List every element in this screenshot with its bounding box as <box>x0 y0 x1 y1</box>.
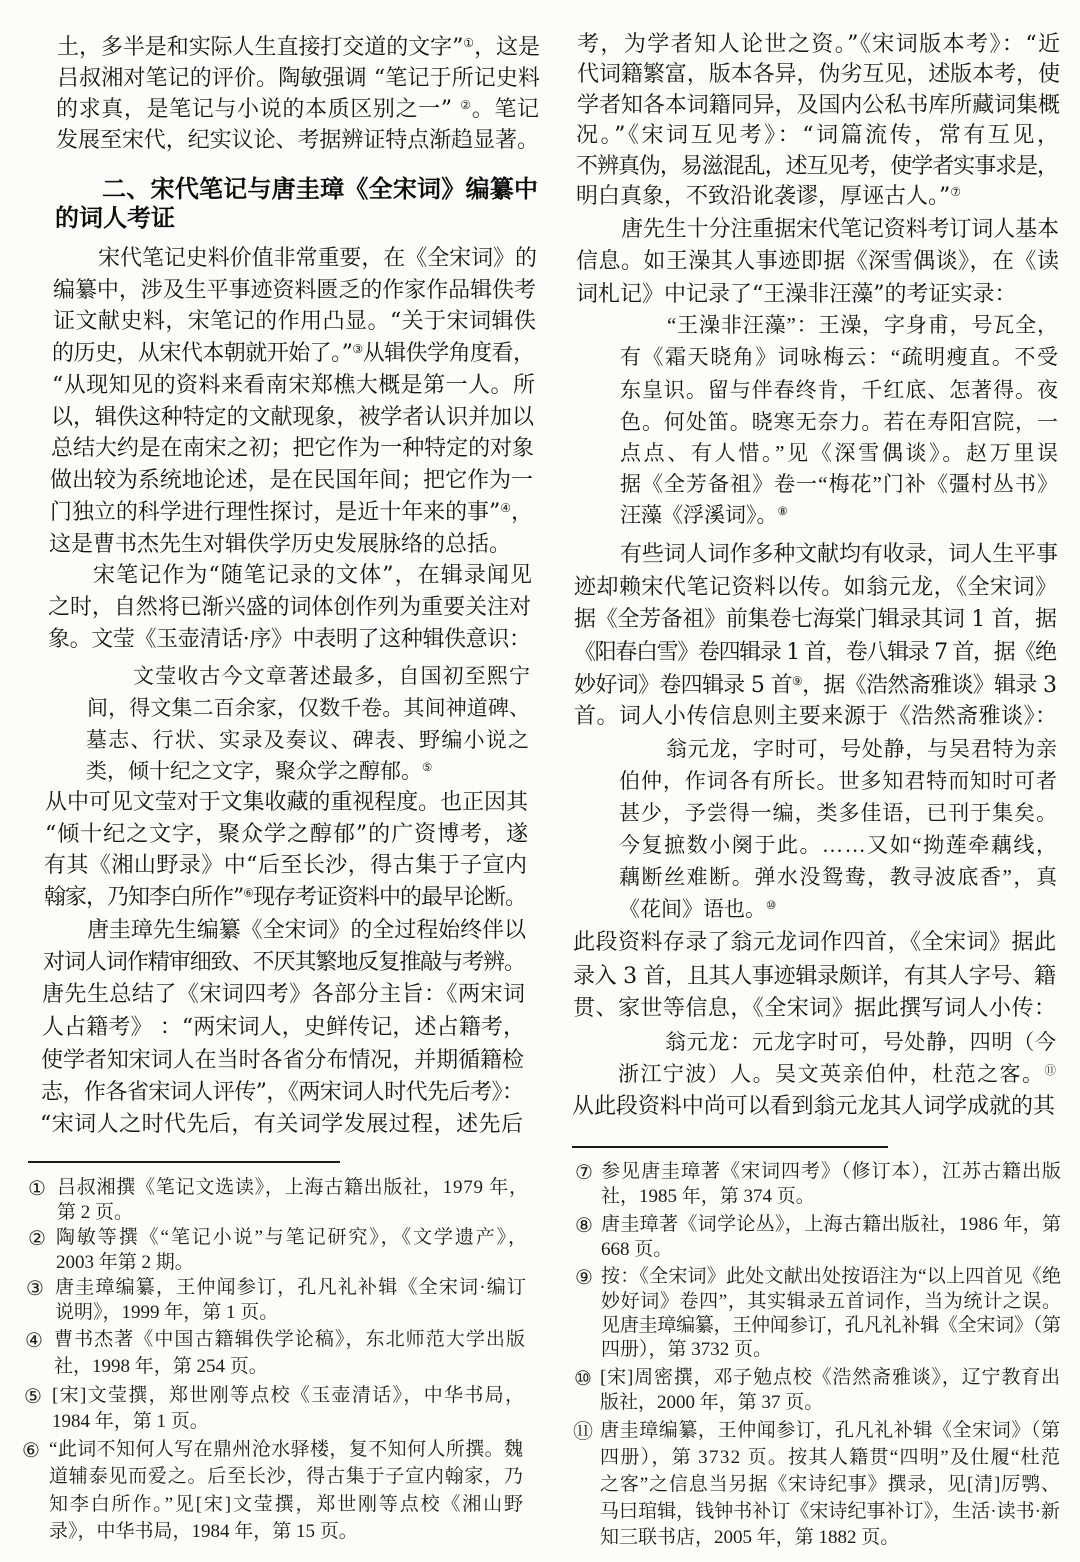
text-line <box>576 181 1059 213</box>
line-text: 按：《全宋词》此处文献出处按语注为“以上四首见《绝 <box>601 1266 1062 1287</box>
line-text: 知李白所作。”见[宋]文莹撰，郑世刚等点校《湘山野 <box>49 1494 525 1515</box>
line-text: 宋笔记作为“随笔记录的文体”，在辑录闻见 <box>93 563 534 588</box>
footnote-reference: ③ <box>352 341 363 356</box>
line-text: 迹却赖宋代笔记资料以传。如翁元龙，《全宋词》 <box>574 575 1058 600</box>
line-text: 总结大约是在南宋之初；把它作为一种特定的对象 <box>51 436 534 461</box>
text-line <box>577 59 1060 91</box>
line-text: 编纂中，涉及生平事迹资料匮乏的作家作品辑佚考 <box>53 278 536 303</box>
line-text: 土，多半是和实际人生直接打交道的文字”①，这是 <box>57 35 540 60</box>
line-text: 二、宋代笔记与唐圭璋《全宋词》编纂中 <box>102 175 539 203</box>
line-text: 吕叔湘对笔记的评价。陶敏强调 “笔记于所记史料 <box>57 66 541 91</box>
line-text: 对词人词作精审细致、不厌其繁地反复推敲与考辨。 <box>43 950 525 975</box>
text-line <box>576 279 1059 311</box>
text-line <box>574 670 1057 702</box>
text-line <box>574 604 1057 636</box>
text-line <box>574 572 1057 604</box>
line-text: 从此段资料中尚可以看到翁元龙其人词学成就的其 <box>572 1094 1055 1119</box>
line-text: 今复摭数小阕于此。……又如“拗莲牵藕线， <box>619 833 1059 857</box>
footnote-text-line <box>601 1159 1061 1185</box>
line-text: “从现知见的资料来看南宋郑樵大概是第一人。所 <box>52 373 536 398</box>
line-text: 考，为学者知人论世之资。”《宋词版本考》：“近 <box>577 32 1062 57</box>
line-text: 《阳春白雪》卷四辑录 1 首，卷八辑录 7 首，据《绝 <box>574 640 1056 665</box>
footnote-reference: ⑥ <box>243 885 254 900</box>
line-text: 《花间》语也。⑩ <box>619 897 777 921</box>
line-text: 唐圭璋著《词学论丛》，上海古籍出版社，1986 年，第 <box>601 1214 1062 1235</box>
line-text: 之客”之信息当另据《宋诗纪事》撰录，见[清]厉鹗、 <box>600 1474 1061 1495</box>
line-text: 象。文莹《玉壶清话·序》中表明了这种辑佚意识： <box>48 627 531 652</box>
quote-line <box>619 797 1057 829</box>
footnote-marker: ④ <box>25 1328 43 1352</box>
quote-line <box>620 437 1061 469</box>
line-text: 唐圭璋先生编纂《全宋词》的全过程始终伴以 <box>87 918 526 943</box>
quote-line <box>619 829 1057 861</box>
line-text: 录入 3 首，且其人事迹辑录颇详，有其人字号、籍 <box>573 964 1056 989</box>
line-text: 陶敏等撰《“笔记小说”与笔记研究》，《文学遗产》， <box>56 1227 529 1248</box>
text-line <box>572 1091 1055 1123</box>
quote-line <box>620 499 1058 531</box>
line-text: 学者知各本词籍同异，及国内公私书库所藏词集概 <box>577 93 1060 118</box>
line-text: 使学者知宋词人在当时各省分布情况，并期循籍检 <box>41 1048 524 1073</box>
line-text: 有其《湘山野录》中“后至长沙，得古集于子宣内 <box>44 853 528 878</box>
footnote-reference: ① <box>463 35 475 50</box>
footnote-text-line <box>601 1264 1061 1290</box>
footnote-marker: ⑧ <box>575 1213 593 1237</box>
line-text: 唐圭璋编纂，王仲闻参订，孔凡礼补辑《全宋词·编订 <box>55 1277 528 1298</box>
line-text: 据《全芳备祖》前集卷七海棠门辑录其词 1 首，据 <box>574 607 1057 632</box>
footnote-marker: ⑥ <box>22 1438 40 1462</box>
line-text: 点点、有人惜。”见《深雪偶谈》。赵万里误 <box>620 441 1061 465</box>
line-text: 代词籍繁富，版本各异，伪劣互见，述版本考，使 <box>577 62 1060 87</box>
line-text: 录》，中华书局，1984 年，第 15 页。 <box>49 1521 358 1542</box>
line-text: 唐圭璋编纂，王仲闻参订，孔凡礼补辑《全宋词》（第 <box>600 1420 1061 1441</box>
text-line <box>576 246 1059 278</box>
text-line <box>577 29 1060 61</box>
text-line <box>577 90 1060 122</box>
line-text: 贯、家世等信息，《全宋词》据此撰写词人小传： <box>573 996 1057 1021</box>
footnote-reference: ⑧ <box>777 506 788 519</box>
line-text: 的求真，是笔记与小说的本质区别之一” ②。笔记 <box>56 97 540 122</box>
footnote-text-line <box>600 1418 1060 1444</box>
line-text: 不辨真伪，易滋混乱，述互见考，使学者实事求是， <box>576 154 1058 179</box>
footnote-text-line <box>600 1472 1060 1498</box>
line-text: 色。何处笛。晓寒无奈力。若在寿阳宫院，一 <box>620 410 1059 434</box>
line-text: 门独立的科学进行理性探讨，是近十年来的事”④， <box>50 500 533 525</box>
footnote-text-line <box>601 1337 1061 1363</box>
line-text: 人占籍考》 ：“两宋词人，史鲜传记，述占籍考， <box>42 1015 526 1040</box>
line-text: 之时，自然将已渐兴盛的词体创作列为重要关注对 <box>48 595 531 620</box>
quote-line <box>667 309 1058 341</box>
footnote-reference: ② <box>460 97 472 112</box>
quote-line <box>619 861 1057 893</box>
line-text: “倾十纪之文字，聚众学之醇郁”的广资博考，遂 <box>45 822 529 847</box>
line-text: 马曰琯辑，钱钟书补订《宋诗纪事补订》，生活·读书·新 <box>600 1501 1061 1522</box>
footnote-marker: ⑩ <box>574 1366 592 1390</box>
line-text: 东皇识。留与伴春终肯，千红底、怎著得。夜 <box>620 378 1059 402</box>
line-text: 翰家，乃知李白所作”⑥现存考证资料中的最早论断。 <box>44 885 526 910</box>
quote-line <box>620 468 1058 500</box>
line-text: 藕断丝难断。弹水没鸳鸯，教寻波底香”，真 <box>619 865 1059 889</box>
footnote-marker: ① <box>28 1176 46 1200</box>
line-text: 吕叔湘撰《笔记文选读》，上海古籍出版社，1979 年， <box>57 1177 529 1198</box>
line-text: 翁元龙：元龙字时可，号处静，四明（今 <box>665 1030 1057 1054</box>
line-text: 首。词人小传信息则主要来源于《浩然斋雅谈》： <box>574 704 1058 729</box>
footnote-text-line <box>601 1184 1061 1210</box>
line-text: 此段资料存录了翁元龙词作四首，《全宋词》据此 <box>573 930 1057 955</box>
line-text: [宋]文莹撰，郑世刚等点校《玉壶清话》，中华书局， <box>52 1385 526 1406</box>
text-line <box>573 927 1056 959</box>
line-text: “王澡非汪藻”：王澡，字身甫，号瓦全， <box>667 313 1059 337</box>
footnote-marker: ⑤ <box>24 1384 42 1408</box>
footnote-text-line <box>601 1313 1061 1339</box>
line-text: 宋代笔记史料价值非常重要，在《全宋词》的 <box>98 246 537 271</box>
line-text: 版社，2000 年，第 37 页。 <box>600 1392 824 1413</box>
line-text: 甚少，予尝得一编，类多佳语，已刊于集矣。 <box>619 801 1058 825</box>
line-text: 从中可见文莹对于文集收藏的重视程度。也正因其 <box>45 790 528 815</box>
footnote-reference: ⑨ <box>791 673 803 688</box>
line-text: 668 页。 <box>601 1239 673 1260</box>
footnote-reference: ④ <box>500 500 511 515</box>
text-line <box>576 120 1062 152</box>
footnote-reference: ⑦ <box>950 184 962 199</box>
line-text: 的历史，从宋代本朝就开始了。”③从辑佚学角度看， <box>52 341 535 366</box>
footnote-text-line <box>601 1212 1061 1238</box>
footnote-marker: ③ <box>26 1276 44 1300</box>
text-line <box>620 539 1058 571</box>
line-text: 第 2 页。 <box>57 1202 134 1223</box>
line-text: 说明》，1999 年，第 1 页。 <box>55 1302 279 1323</box>
text-line <box>574 637 1057 669</box>
quote-line <box>665 1026 1056 1058</box>
line-text: 明白真象，不致沿讹袭谬，厚诬古人。”⑦ <box>576 184 962 209</box>
text-line <box>576 151 1059 183</box>
footnote-marker: ② <box>28 1226 46 1250</box>
line-text: 四册），第 3732 页。 <box>601 1339 773 1360</box>
footnote-text-line <box>601 1289 1061 1315</box>
line-text: 唐先生十分注重据宋代笔记资料考订词人基本 <box>621 217 1059 242</box>
footnote-rule <box>572 1146 888 1148</box>
line-text: 1984 年，第 1 页。 <box>52 1411 209 1432</box>
line-text: 见唐圭璋编纂，王仲闻参订，孔凡礼补辑《全宋词》（第 <box>601 1315 1061 1336</box>
line-text: 道辅泰见而爱之。后至长沙，得古集于子宣内翰家，乃 <box>49 1466 524 1487</box>
line-text: 2003 年第 2 期。 <box>56 1252 194 1273</box>
footnote-text-line <box>600 1390 1060 1416</box>
line-text: “此词不知何人写在鼎州沧水驿楼，复不知何人所撰。魏 <box>49 1439 524 1460</box>
line-text: 词札记》中记录了“王澡非汪藻”的考证实录： <box>576 282 1017 307</box>
line-text: 汪藻《浮溪词》。⑧ <box>620 503 788 527</box>
footnote-marker: ⑦ <box>575 1160 593 1184</box>
quote-line <box>619 893 1057 925</box>
line-text: 的词人考证 <box>55 204 175 232</box>
footnote-text-line <box>600 1525 1060 1551</box>
quote-line <box>666 733 1057 765</box>
footnote-reference: ⑪ <box>1044 1065 1058 1078</box>
text-line <box>573 961 1056 993</box>
quote-line <box>619 765 1057 797</box>
line-text: 况。”《宋词互见考》：“词篇流传，常有互见， <box>576 123 1062 148</box>
line-text: 有些词人词作多种文献均有收录，词人生平事 <box>620 542 1058 567</box>
quote-line <box>620 374 1058 406</box>
footnote-text-line <box>600 1499 1060 1525</box>
line-text: 以，辑佚这种特定的文献现象，被学者认识并加以 <box>51 405 534 430</box>
line-text: 伯仲，作词各有所长。世多知君特而知时可者 <box>619 769 1058 793</box>
line-text: 文莹收古今文章著述最多，自国初至熙宁 <box>133 664 532 688</box>
footnote-text-line <box>601 1237 1061 1263</box>
footnote-reference: ⑩ <box>766 900 777 913</box>
line-text: 社，1998 年，第 254 页。 <box>54 1356 268 1377</box>
line-text: 做出较为系统地论述，是在民国年间；把它作为一 <box>50 468 533 493</box>
line-text: 证文献史料，宋笔记的作用凸显。“关于宋词辑佚 <box>53 309 537 334</box>
line-text: 参见唐圭璋著《宋词四考》（修订本），江苏古籍出版 <box>601 1161 1062 1182</box>
footnote-text-line <box>600 1365 1060 1391</box>
footnote-marker: ⑪ <box>573 1419 593 1443</box>
line-text: 信息。如王澡其人事迹即据《深雪偶谈》，在《读 <box>576 249 1060 274</box>
line-text: 妙好词》卷四辑录 5 首⑨，据《浩然斋雅谈》辑录 3 <box>574 673 1057 698</box>
text-line <box>574 701 1057 733</box>
line-text: 这是曹书杰先生对辑佚学历史发展脉络的总括。 <box>49 532 512 557</box>
line-text: 曹书杰著《中国古籍辑佚学论稿》，东北师范大学出版 <box>54 1329 527 1350</box>
quote-line <box>618 1058 1056 1090</box>
line-text: 发展至宋代，纪实议论、考据辨证特点渐趋显著。 <box>56 128 539 153</box>
line-text: 知三联书店，2005 年，第 1882 页。 <box>600 1527 900 1548</box>
line-text: 间，得文集二百余家，仅数千卷。其间神道碑、 <box>87 696 531 720</box>
line-text: [宋]周密撰，邓子勉点校《浩然斋雅谈》，辽宁教育出 <box>600 1367 1061 1388</box>
line-text: 墓志、行状、实录及奏议、碑表、野编小说之 <box>86 728 531 752</box>
footnote-marker: ⑨ <box>575 1265 593 1289</box>
line-text: 浙江宁波）人。吴文英亲伯仲，杜范之客。⑪ <box>618 1062 1058 1086</box>
line-text: “宋词人之时代先后，有关词学发展过程，述先后 <box>40 1112 524 1137</box>
line-text: 唐先生总结了《宋词四考》各部分主旨：《两宋词 <box>42 982 526 1007</box>
line-text: 社，1985 年，第 374 页。 <box>601 1186 815 1207</box>
footnote-reference: ⑤ <box>422 762 433 775</box>
line-text: 据《全芳备祖》卷一“梅花”门补《彊村丛书》 <box>620 472 1060 496</box>
text-line <box>621 214 1059 246</box>
text-line <box>573 993 1056 1025</box>
line-text: 四册），第 3732 页。按其人籍贯“四明”及仕履“杜范 <box>600 1447 1062 1468</box>
line-text: 翁元龙，字时可，号处静，与吴君特为亲 <box>666 737 1058 761</box>
line-text: 志，作各省宋词人评传”，《两宋词人时代先后考》： <box>41 1080 524 1105</box>
line-text: 妙好词》卷四”，其实辑录五首词作，当为统计之误。 <box>601 1291 1062 1312</box>
line-text: 有《霜天晓角》词咏梅云：“疏明瘦直。不受 <box>620 345 1060 369</box>
quote-line <box>620 406 1058 438</box>
quote-line <box>620 341 1058 373</box>
line-text: 类，倾十纪之文字，聚众学之醇郁。⑤ <box>86 759 433 783</box>
footnote-text-line <box>600 1445 1060 1471</box>
